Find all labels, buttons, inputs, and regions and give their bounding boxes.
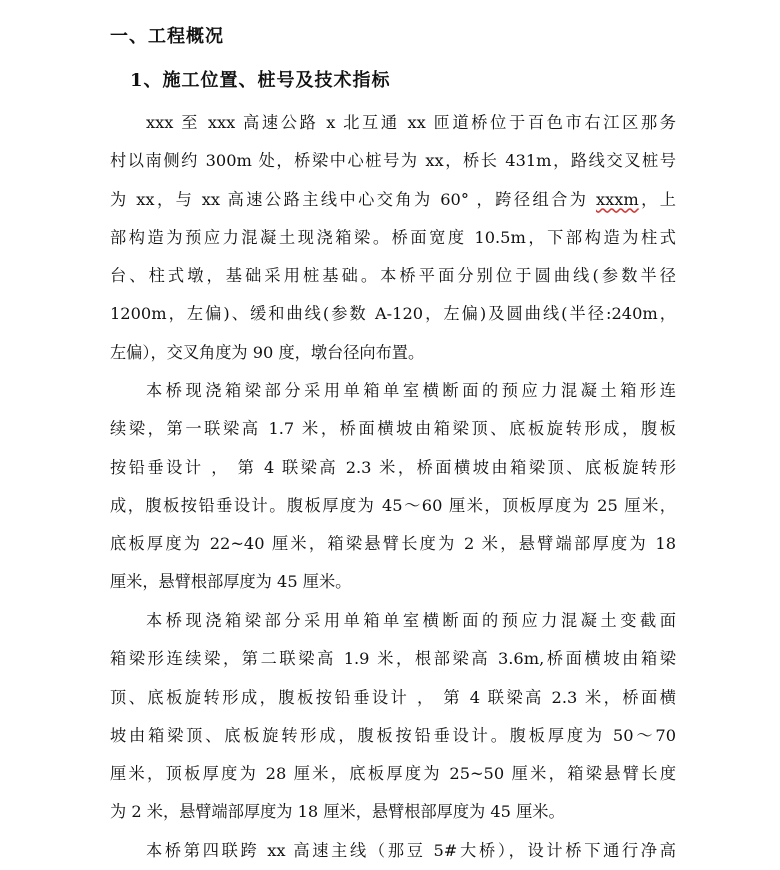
text-line: 为 2 米，悬臂端部厚度为 18 厘米，悬臂根部厚度为 45 厘米。	[110, 802, 565, 822]
text-line: 厘米，悬臂根部厚度为 45 厘米。	[110, 572, 352, 592]
text-line: 部构造为预应力混凝土现浇箱梁。桥面宽度 10.5m，下部构造为柱式	[110, 227, 676, 247]
text-line: 按铅垂设计 ， 第 4 联梁高 2.3 米，桥面横坡由箱梁顶、底板旋转形	[110, 457, 676, 477]
text-line: xxx 至 xxx 高速公路 x 北互通 xx 匝道桥位于百色市右江区那务	[146, 113, 676, 132]
text-line: 左偏），交叉角度为 90 度，墩台径向布置。	[110, 342, 425, 362]
text-line: 为 xx，与 xx 高速公路主线中心交角为 60° ，跨径组合为 xxxm，上	[110, 189, 676, 209]
spellcheck-flag: xxxm	[595, 189, 639, 209]
text-line: 村以南侧约 300m 处，桥梁中心桩号为 xx，桥长 431m，路线交叉桩号	[110, 151, 676, 171]
text-line: 1200m，左偏)、缓和曲线(参数 A-120，左偏)及圆曲线(半径:240m，	[110, 304, 676, 324]
text-line: 坡由箱梁顶、底板旋转形成，腹板按铅垂设计。腹板厚度为 50～70	[110, 725, 676, 745]
text-line: 底板厚度为 22~40 厘米，箱梁悬臂长度为 2 米，悬臂端部厚度为 18	[110, 534, 676, 554]
text-line: 本桥现浇箱梁部分采用单箱单室横断面的预应力混凝土变截面	[146, 611, 676, 630]
paragraph-box-girder-2	[110, 602, 676, 832]
text-line: 厘米，顶板厚度为 28 厘米，底板厚度为 25~50 厘米，箱梁悬臂长度	[110, 764, 676, 784]
text-line: 成，腹板按铅垂设计。腹板厚度为 45～60 厘米，顶板厚度为 25 厘米，	[110, 495, 676, 515]
text-line: 顶、底板旋转形成，腹板按铅垂设计 ， 第 4 联梁高 2.3 米，桥面横	[110, 687, 676, 707]
paragraph-box-girder-1	[110, 372, 676, 602]
subsection-heading: 1、施工位置、桩号及技术指标	[130, 70, 391, 91]
paragraph-clearance	[110, 832, 676, 870]
section-heading: 一、工程概况	[110, 26, 224, 47]
paragraph-location	[110, 104, 676, 372]
text-line: 本桥现浇箱梁部分采用单箱单室横断面的预应力混凝土箱形连	[146, 381, 676, 400]
text-line: 箱梁形连续梁，第二联梁高 1.9 米，根部梁高 3.6m,桥面横坡由箱梁	[110, 649, 676, 669]
text-line: 续梁，第一联梁高 1.7 米，桥面横坡由箱梁顶、底板旋转形成，腹板	[110, 419, 676, 439]
text-line: 台、柱式墩，基础采用桩基础。本桥平面分别位于圆曲线(参数半径	[110, 266, 676, 286]
text-line: 本桥第四联跨 xx 高速主线（那豆 5#大桥），设计桥下通行净高	[146, 841, 676, 860]
